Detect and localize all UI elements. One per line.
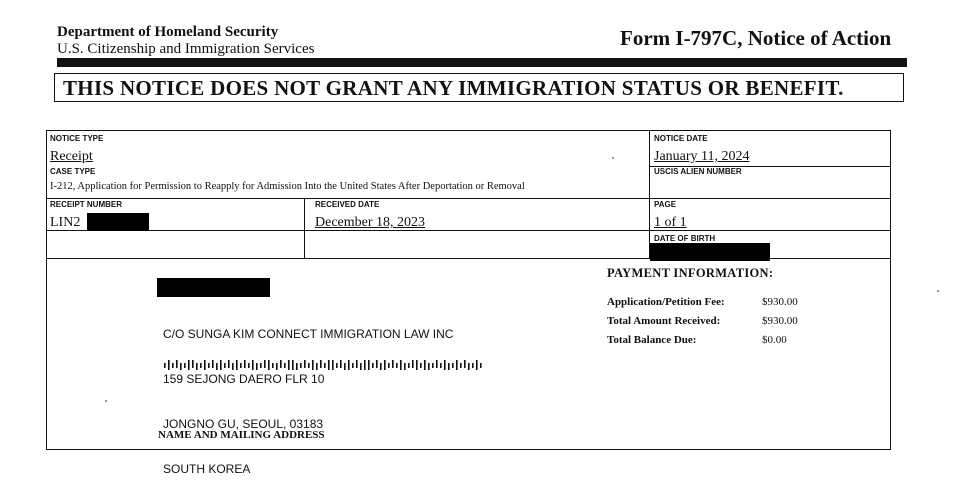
address-line: SOUTH KOREA [163,462,251,476]
notice-type-label: NOTICE TYPE [50,134,104,143]
mailing-address [163,297,453,492]
receipt-number-prefix: LIN2 [50,215,81,230]
scan-speck [612,157,614,159]
payment-label: Application/Petition Fee: [607,296,725,308]
redaction-bar [650,243,770,261]
form-title: Form I-797C, Notice of Action [620,26,892,50]
divider [649,131,650,259]
dob-label: DATE OF BIRTH [654,234,716,243]
divider [47,198,890,199]
payment-title: PAYMENT INFORMATION: [607,266,774,280]
payment-amount: $0.00 [762,334,787,346]
notice-date-label: NOTICE DATE [654,134,708,143]
payment-row [607,315,720,327]
payment-label: Total Amount Received: [607,315,721,327]
divider [47,230,890,231]
payment-row [607,296,725,308]
received-date-value: December 18, 2023 [315,215,426,230]
notice-date-value: January 11, 2024 [654,149,750,164]
payment-amount: $930.00 [762,315,798,327]
payment-row [607,334,696,346]
postal-barcode [164,358,484,372]
notice-type-value: Receipt [50,149,93,164]
address-line: C/O SUNGA KIM CONNECT IMMIGRATION LAW INC [163,327,454,341]
redaction-bar [87,213,149,231]
header-rule [57,58,907,67]
payment-label: Total Balance Due: [607,334,697,346]
case-type-label: CASE TYPE [50,167,96,176]
agency-block [57,24,314,58]
scan-speck [937,290,939,292]
page-label: PAGE [654,200,677,209]
address-line: JONGNO GU, SEOUL, 03183 [163,417,324,431]
receipt-number-label: RECEIPT NUMBER [50,200,123,209]
page-value: 1 of 1 [654,215,687,230]
department-name: Department of Homeland Security [57,24,279,40]
payment-amount: $930.00 [762,296,798,308]
divider [304,198,305,259]
agency-name: U.S. Citizenship and Immigration Services [57,41,315,57]
received-date-label: RECEIVED DATE [315,200,380,209]
disclaimer-banner: THIS NOTICE DOES NOT GRANT ANY IMMIGRATION STATUS OR BENEFIT. [54,73,904,102]
mailing-address-label: NAME AND MAILING ADDRESS [158,429,325,441]
alien-number-label: USCIS ALIEN NUMBER [654,167,742,176]
address-line: 159 SEJONG DAERO FLR 10 [163,372,325,386]
redaction-bar [157,278,270,297]
case-type-value: I-212, Application for Permission to Reapply for Admission Into the United States After Deportation or Removal [50,181,525,192]
scan-speck [105,400,107,402]
